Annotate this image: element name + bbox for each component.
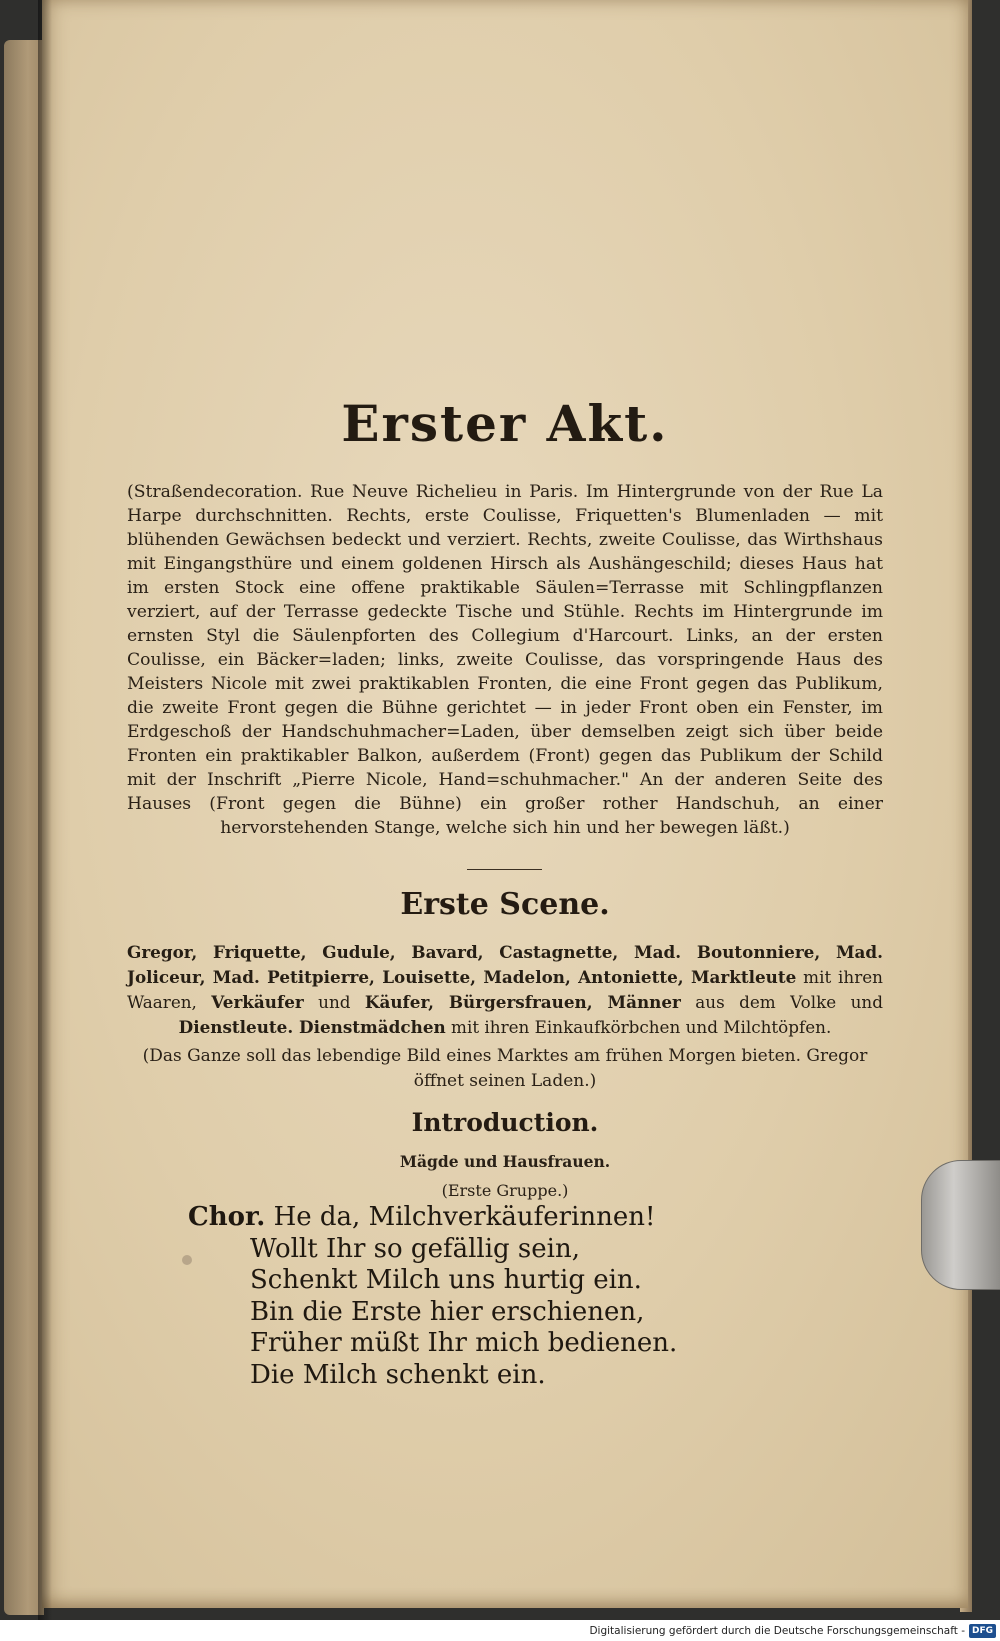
footer-bar — [0, 1620, 1000, 1641]
chorus-line-4: Bin die Erste hier erschienen, — [250, 1296, 645, 1327]
section-divider — [467, 869, 542, 870]
footer-credit: Digitalisierung gefördert durch die Deutsche Forschungsgemeinschaft - — [589, 1624, 965, 1637]
persons-text-4: mit ihren Einkaufkörbchen und Milchtöpfen. — [445, 1017, 832, 1037]
scene-note: (Das Ganze soll das lebendige Bild eines Marktes am frühen Morgen bieten. Gregor öffnet seinen Laden.) — [142, 1046, 868, 1091]
chorus-line-1 — [188, 1202, 748, 1234]
persons-bold-1: Gregor, Friquette, Gudule, Bavard, Castagnette, Mad. Boutonniere, Mad. Joliceur, Mad. Petitpierre, Louisette, Madelon, Antoniette, Marktleute — [127, 942, 883, 987]
chorus-line-6: Die Milch schenkt ein. — [250, 1359, 546, 1390]
persons-bold-2: Verkäufer — [211, 992, 304, 1012]
persons-bold-3: Käufer, Bürgersfrauen, Männer — [364, 992, 681, 1012]
chorus-line-2: Wollt Ihr so gefällig sein, — [250, 1233, 580, 1264]
chorus-verse — [188, 1202, 748, 1391]
page-clip — [921, 1160, 1000, 1290]
verse-text: He da, Milchverkäuferinnen! — [265, 1202, 656, 1232]
persons-text-1: mit ihren Waaren, — [127, 967, 883, 1012]
scene-title: Erste Scene. — [400, 887, 610, 922]
stage-direction: (Straßendecoration. Rue Neuve Richelieu in Paris. Im Hintergrunde von der Rue La Harpe durchschnitten. Rechts, erste Coulisse, Friquetten's Blumenladen — mit blühenden Gewächsen bedeckt und verziert. Rechts, zweite Coulisse, das Wirthshaus mit Eingangsthüre und einem goldenen Hirsch als Aushängeschild; dieses Haus hat im ersten Stock eine offene praktikable Säulen=Terrasse mit Schlingpflanzen verziert, auf der Terrasse gedeckte Tische und Stühle. Rechts im Hintergrunde im ernsten Styl die Säulenpforten des Collegium d'Harcourt. Links, an der ersten Coulisse, ein Bäcker=laden; links, zweite Coulisse, das vorspringende Haus des Meisters Nicole mit zwei praktikablen Fronten, die eine Front gegen das Publikum, die zweite Front gegen die Bühne gerichtet — in jeder Front oben ein Fenster, im Erdgeschoß der Handschuhmacher=Laden, über demselben zeigt sich über beide Fronten ein praktikabler Balkon, außerdem (Front) gegen das Publikum der Schild mit der Inschrift „Pierre Nicole, Hand=schuhmacher." An der anderen Seite des Hauses (Front gegen die Bühne) ein großer rother Handschuh, an einer hervorstehenden Stange, welche sich hin und her bewegen läßt.) — [127, 482, 883, 838]
persons-bold-4: Dienstleute. Dienstmädchen — [178, 1017, 446, 1037]
paper-spot — [182, 1255, 192, 1265]
introduction-subheading: Mägde und Hausfrauen. — [399, 1152, 611, 1171]
persons-text-2: und — [303, 992, 365, 1012]
chorus-line-5: Früher müßt Ihr mich bedienen. — [250, 1328, 678, 1358]
introduction-title: Introduction. — [411, 1108, 599, 1137]
spine-shadow — [38, 0, 52, 1620]
book-page — [42, 0, 968, 1608]
act-title: Erster Akt. — [341, 394, 669, 453]
chorus-line-3: Schenkt Milch uns hurtig ein. — [250, 1265, 642, 1295]
persons-text-3: aus dem Volke und — [680, 992, 883, 1012]
dfg-logo: DFG — [969, 1624, 996, 1638]
group-label: (Erste Gruppe.) — [441, 1181, 569, 1200]
speaker-label: Chor. — [188, 1202, 266, 1232]
dramatis-personae — [127, 940, 883, 1040]
